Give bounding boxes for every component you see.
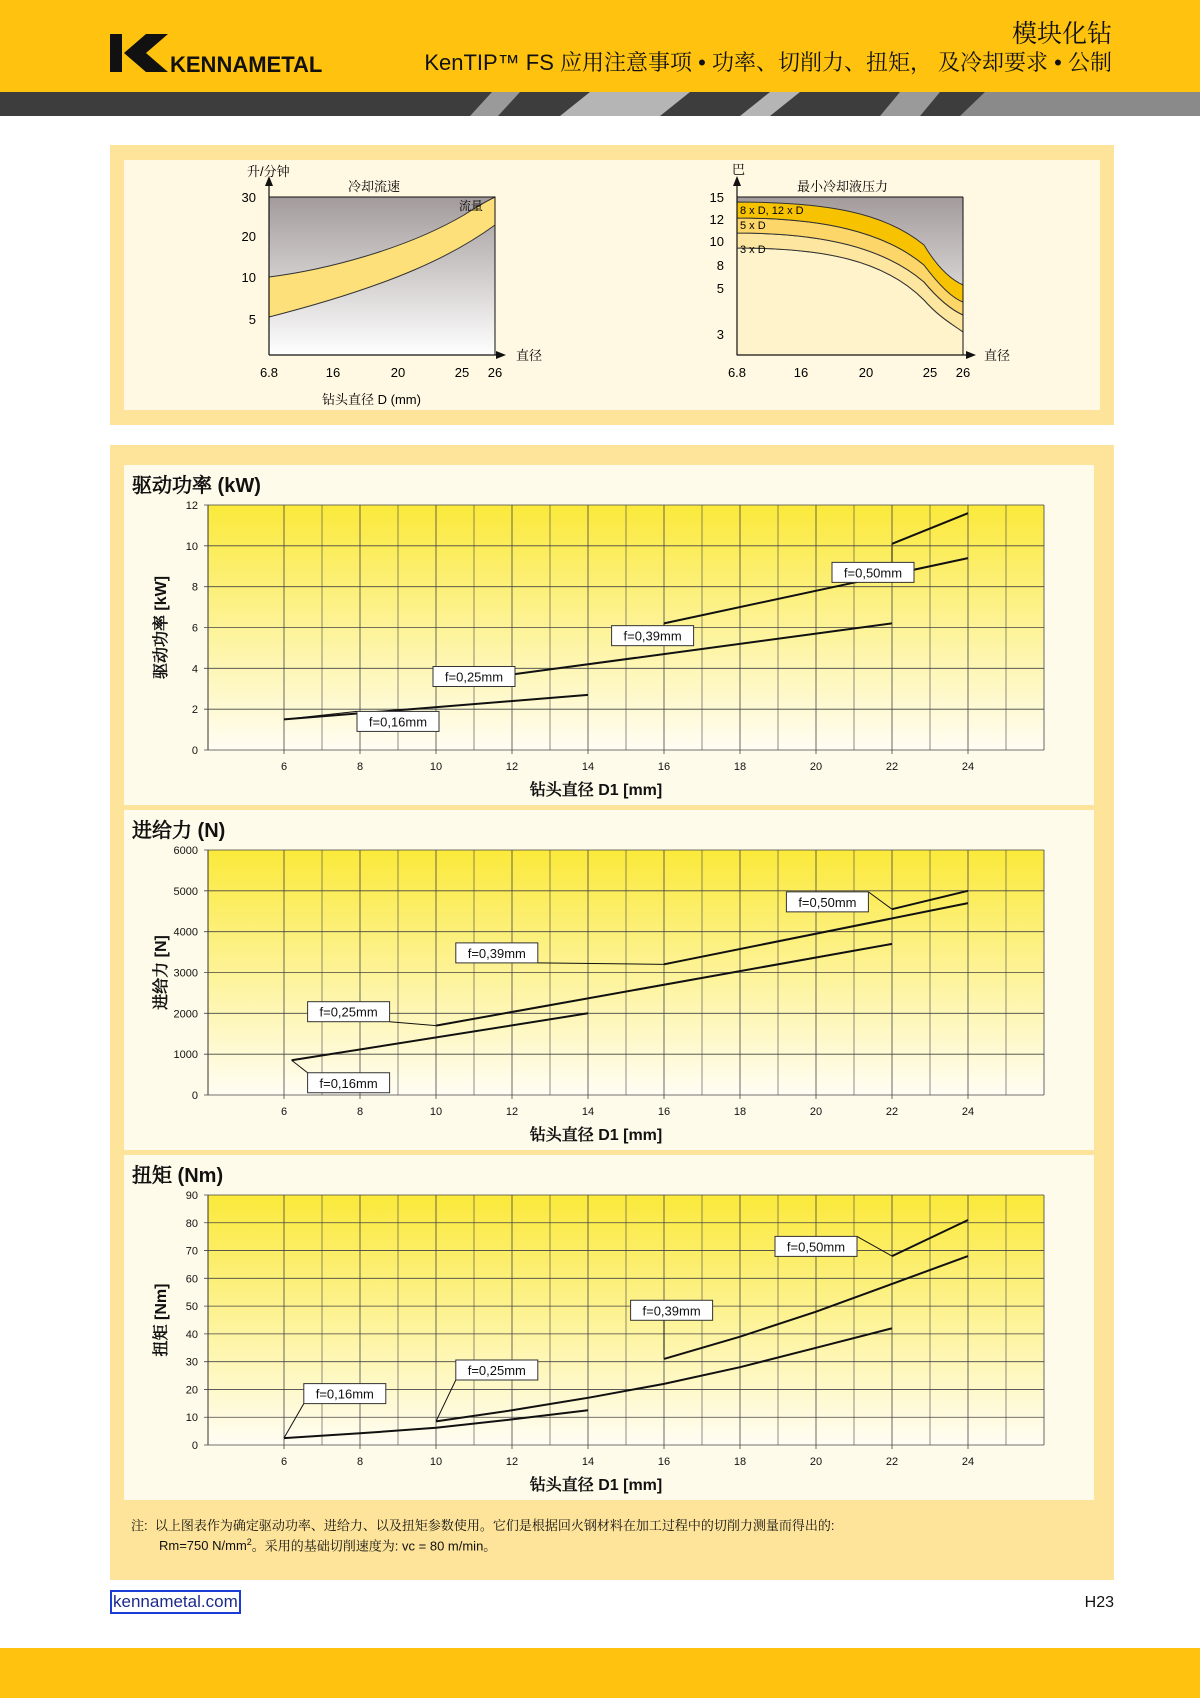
x-tick-label: 24 [961, 761, 975, 773]
flow-xtick: 20 [390, 365, 406, 380]
series-label: f=0,16mm [319, 1075, 378, 1091]
flow-xtick: 6.8 [259, 365, 279, 380]
page-title: 模块化钻 [1011, 20, 1112, 48]
pressure-band-label: 8 x D, 12 x D [740, 205, 804, 217]
logo-mark-icon [110, 34, 322, 74]
x-axis-label: 钻头直径 D1 [mm] [529, 1477, 663, 1494]
x-tick-label: 16 [657, 1106, 671, 1118]
series-label: f=0,25mm [444, 669, 504, 685]
pressure-xtick: 25 [922, 365, 938, 380]
series-label: f=0,50mm [786, 1239, 846, 1255]
y-tick-label: 12 [185, 500, 198, 512]
x-tick-label: 18 [733, 1456, 747, 1468]
x-tick-label: 24 [961, 1106, 975, 1118]
note-line-2a: Rm=750 N/mm [159, 1538, 247, 1554]
pressure-ytick: 12 [709, 212, 724, 227]
pressure-band-label: 5 x D [740, 220, 766, 232]
y-axis-label: 扭矩 [Nm] [153, 1283, 170, 1357]
pressure-xtick: 20 [858, 365, 874, 380]
flow-xtick: 25 [454, 365, 470, 380]
x-tick-label: 10 [429, 1456, 443, 1468]
y-tick-label: 5000 [173, 885, 198, 898]
pressure-ytick: 15 [709, 190, 724, 205]
flow-ytick: 30 [241, 190, 256, 205]
y-tick-label: 0 [191, 745, 198, 757]
y-tick-label: 90 [185, 1190, 198, 1202]
x-tick-label: 12 [505, 1106, 519, 1118]
x-tick-label: 10 [429, 761, 443, 773]
feed-force-chart [124, 810, 1094, 1150]
y-tick-label: 50 [185, 1301, 198, 1314]
y-tick-label: 4000 [173, 926, 198, 939]
x-tick-label: 22 [885, 1106, 899, 1118]
x-tick-label: 20 [809, 1106, 823, 1118]
y-tick-label: 10 [185, 1412, 198, 1425]
y-tick-label: 20 [185, 1384, 198, 1397]
pressure-ylabel: 巴 [732, 162, 746, 177]
chart-title: 驱动功率 (kW) [132, 475, 261, 497]
y-tick-label: 10 [185, 540, 198, 553]
series-label: f=0,39mm [642, 1303, 701, 1319]
x-tick-label: 18 [733, 761, 747, 773]
flow-ytick: 5 [248, 312, 256, 327]
y-tick-label: 40 [185, 1328, 198, 1341]
pressure-xtick: 26 [955, 365, 971, 380]
page-number: H23 [1084, 1594, 1114, 1611]
y-tick-label: 3000 [173, 967, 198, 980]
x-tick-label: 12 [505, 761, 519, 773]
x-tick-label: 8 [356, 1456, 364, 1468]
page-subtitle: KenTIP™ FS 应用注意事项 • 功率、切削力、扭矩， 及冷却要求 • 公制 [424, 50, 1112, 75]
pressure-xtick: 6.8 [727, 365, 747, 380]
drive-power-chart [124, 465, 1094, 805]
series-label: f=0,39mm [623, 628, 682, 644]
series-label: f=0,50mm [798, 894, 857, 910]
flow-ylabel: 升/分钟 [247, 164, 290, 179]
y-tick-label: 6 [191, 622, 198, 635]
note-line-2-superscript: 2 [246, 1537, 252, 1547]
pressure-ytick: 3 [716, 327, 724, 342]
pressure-band-label: 3 x D [740, 244, 766, 256]
y-tick-label: 6000 [173, 845, 198, 857]
pressure-axis-arrow-label: 直径 [984, 348, 1011, 363]
coolant-charts [124, 160, 1100, 410]
x-tick-label: 6 [280, 1456, 288, 1468]
x-tick-label: 18 [733, 1106, 747, 1118]
series-label: f=0,25mm [319, 1004, 378, 1020]
series-label: f=0,16mm [315, 1386, 374, 1402]
flow-xtick: 16 [325, 365, 341, 380]
brand-name: KENNAMETAL [170, 52, 322, 74]
x-tick-label: 24 [961, 1456, 975, 1468]
series-label: f=0,39mm [467, 945, 526, 961]
x-tick-label: 16 [657, 761, 671, 773]
note-line-2b: 。采用的基础切削速度为: vc = 80 m/min。 [251, 1538, 497, 1554]
chart-title: 进给力 (N) [132, 820, 226, 842]
header-stripe [0, 92, 1200, 116]
x-tick-label: 6 [280, 761, 288, 773]
x-axis-label: 钻头直径 D1 [mm] [529, 1127, 663, 1144]
x-tick-label: 14 [581, 1106, 595, 1118]
flow-xlabel: 钻头直径 D (mm) [322, 392, 421, 407]
pressure-ytick: 5 [716, 281, 724, 296]
x-tick-label: 10 [429, 1106, 443, 1118]
flow-axis-arrow-label: 直径 [516, 348, 543, 363]
flow-xtick: 26 [487, 365, 503, 380]
y-tick-label: 4 [191, 663, 198, 676]
series-label: f=0,16mm [368, 714, 428, 730]
flow-band-label: 流量 [459, 199, 484, 213]
chart-title: 扭矩 (Nm) [132, 1165, 224, 1187]
y-tick-label: 70 [185, 1245, 198, 1258]
x-axis-label: 钻头直径 D1 [mm] [529, 782, 663, 799]
pressure-ytick: 8 [716, 258, 724, 273]
pressure-title: 最小冷却液压力 [797, 179, 889, 194]
note-prefix: 注: [131, 1518, 148, 1533]
flow-title: 冷却流速 [348, 179, 401, 194]
y-tick-label: 1000 [173, 1049, 198, 1062]
x-tick-label: 22 [885, 761, 899, 773]
x-tick-label: 16 [657, 1456, 671, 1468]
y-tick-label: 60 [185, 1273, 198, 1286]
note-line-1: 以上图表作为确定驱动功率、进给力、以及扭矩参数使用。它们是根据回火钢材料在加工过程中的切削力测量而得出的: [154, 1518, 835, 1533]
x-tick-label: 8 [356, 761, 364, 773]
pressure-ytick: 10 [709, 234, 724, 249]
y-tick-label: 0 [191, 1440, 198, 1452]
x-tick-label: 20 [809, 761, 823, 773]
y-axis-label: 进给力 [N] [153, 935, 170, 1010]
y-tick-label: 0 [191, 1090, 198, 1102]
website-link[interactable]: kennametal.com [110, 1590, 241, 1614]
x-tick-label: 20 [809, 1456, 823, 1468]
flow-ytick: 10 [241, 270, 256, 285]
x-tick-label: 6 [280, 1106, 288, 1118]
x-tick-label: 14 [581, 761, 595, 773]
x-tick-label: 22 [885, 1456, 899, 1468]
y-axis-label: 驱动功率 [kW] [153, 575, 170, 680]
y-tick-label: 2000 [173, 1008, 198, 1021]
footer-band [0, 1648, 1200, 1698]
note [131, 1518, 1071, 1554]
x-tick-label: 8 [356, 1106, 364, 1118]
y-tick-label: 8 [191, 581, 198, 594]
flow-ytick: 20 [241, 229, 256, 244]
x-tick-label: 12 [505, 1456, 519, 1468]
series-label: f=0,50mm [843, 565, 903, 581]
y-tick-label: 30 [185, 1356, 198, 1369]
y-tick-label: 2 [191, 704, 198, 717]
series-label: f=0,25mm [467, 1363, 526, 1378]
torque-chart [124, 1155, 1094, 1500]
y-tick-label: 80 [185, 1217, 198, 1230]
x-tick-label: 14 [581, 1456, 595, 1468]
pressure-xtick: 16 [793, 365, 809, 380]
kennametal-logo[interactable] [110, 34, 322, 79]
